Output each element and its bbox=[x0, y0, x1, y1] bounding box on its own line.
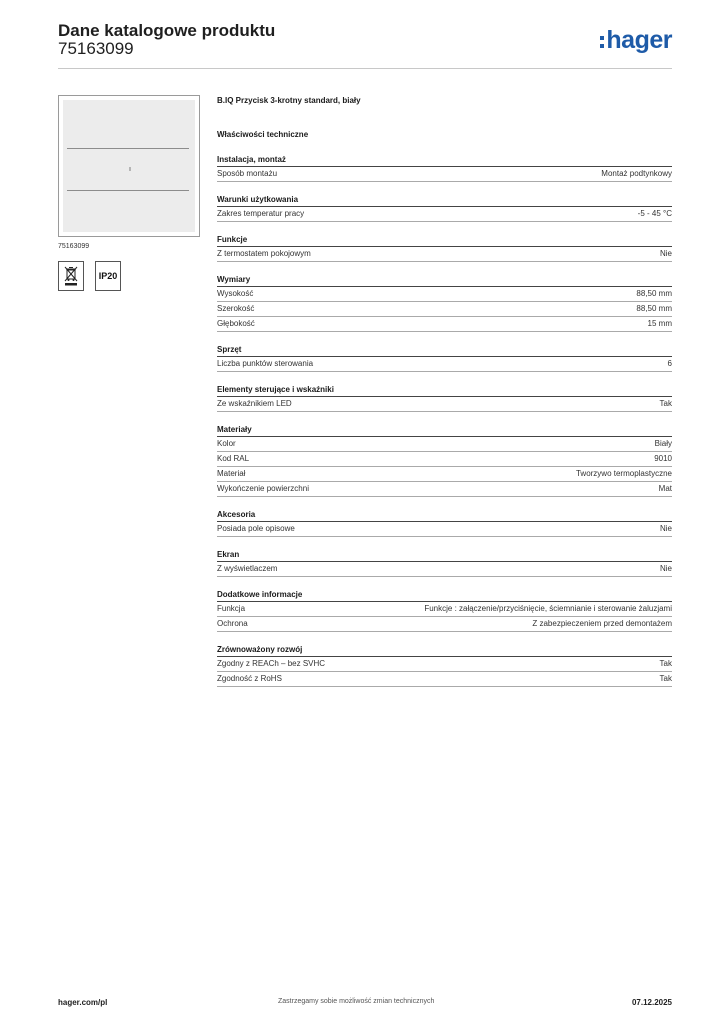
spec-group-title: Materiały bbox=[217, 424, 672, 437]
spec-value: 9010 bbox=[654, 454, 672, 463]
spec-group bbox=[217, 234, 672, 262]
spec-group bbox=[217, 274, 672, 332]
spec-label: Sposób montażu bbox=[217, 169, 278, 178]
ip-rating-badge bbox=[95, 261, 121, 291]
spec-group-title: Akcesoria bbox=[217, 509, 672, 522]
spec-label: Ochrona bbox=[217, 619, 248, 628]
spec-group-title: Warunki użytkowania bbox=[217, 194, 672, 207]
spec-value: -5 - 45 °C bbox=[637, 209, 672, 218]
spec-row bbox=[217, 672, 672, 687]
spec-value: Tworzywo termoplastyczne bbox=[575, 469, 672, 478]
rocker-divider bbox=[67, 148, 189, 149]
spec-label: Z termostatem pokojowym bbox=[217, 249, 311, 258]
spec-group bbox=[217, 154, 672, 182]
spec-value: Nie bbox=[659, 524, 672, 533]
spec-row bbox=[217, 562, 672, 577]
spec-label: Zgodny z REACh – bez SVHC bbox=[217, 659, 326, 668]
spec-row bbox=[217, 657, 672, 672]
spec-content bbox=[217, 96, 672, 687]
spec-row bbox=[217, 247, 672, 262]
product-name: B.IQ Przycisk 3-krotny standard, biały bbox=[217, 96, 361, 105]
header-divider bbox=[58, 68, 672, 69]
spec-value: Tak bbox=[659, 399, 672, 408]
spec-value: Tak bbox=[659, 659, 672, 668]
spec-group bbox=[217, 384, 672, 412]
spec-group bbox=[217, 344, 672, 372]
spec-row bbox=[217, 357, 672, 372]
spec-group bbox=[217, 589, 672, 632]
page-title: Dane katalogowe produktu bbox=[58, 21, 276, 40]
spec-value: 88,50 mm bbox=[636, 304, 672, 313]
spec-row bbox=[217, 452, 672, 467]
spec-label: Liczba punktów sterowania bbox=[217, 359, 314, 368]
spec-group bbox=[217, 644, 672, 687]
spec-group-title: Zrównoważony rozwój bbox=[217, 644, 672, 657]
spec-label: Materiał bbox=[217, 469, 246, 478]
spec-label: Kolor bbox=[217, 439, 236, 448]
spec-group-title: Elementy sterujące i wskaźniki bbox=[217, 384, 672, 397]
spec-value: Funkcje : załączenie/przyciśnięcie, ściemnianie i sterowanie żaluzjami bbox=[424, 604, 672, 613]
spec-group bbox=[217, 549, 672, 577]
spec-label: Z wyświetlaczem bbox=[217, 564, 278, 573]
spec-row bbox=[217, 482, 672, 497]
switch-front-plate bbox=[63, 100, 195, 232]
spec-label: Zakres temperatur pracy bbox=[217, 209, 305, 218]
spec-row bbox=[217, 207, 672, 222]
spec-value: Tak bbox=[659, 674, 672, 683]
spec-value: Z zabezpieczeniem przed demontażem bbox=[532, 619, 672, 628]
spec-group-title: Funkcje bbox=[217, 234, 672, 247]
footer-website[interactable]: hager.com/pl bbox=[58, 998, 108, 1007]
spec-label: Szerokość bbox=[217, 304, 255, 313]
spec-value: 6 bbox=[667, 359, 672, 368]
spec-label: Posiada pole opisowe bbox=[217, 524, 295, 533]
properties-title: Właściwości techniczne bbox=[217, 130, 309, 139]
spec-row bbox=[217, 617, 672, 632]
spec-row bbox=[217, 437, 672, 452]
spec-label: Wysokość bbox=[217, 289, 254, 298]
spec-row bbox=[217, 522, 672, 537]
spec-row bbox=[217, 397, 672, 412]
spec-row bbox=[217, 287, 672, 302]
spec-value: Nie bbox=[659, 564, 672, 573]
logo-text: hager bbox=[606, 26, 672, 54]
spec-label: Funkcja bbox=[217, 604, 246, 613]
logo-colon-mark bbox=[600, 36, 604, 48]
spec-label: Ze wskaźnikiem LED bbox=[217, 399, 292, 408]
spec-group-title: Dodatkowe informacje bbox=[217, 589, 672, 602]
spec-group-title: Instalacja, montaż bbox=[217, 154, 672, 167]
spec-group-title: Wymiary bbox=[217, 274, 672, 287]
spec-value: 88,50 mm bbox=[636, 289, 672, 298]
spec-groups bbox=[217, 154, 672, 687]
spec-row bbox=[217, 167, 672, 182]
spec-row bbox=[217, 302, 672, 317]
spec-value: Montaż podtynkowy bbox=[601, 169, 672, 178]
spec-row bbox=[217, 602, 672, 617]
spec-label: Wykończenie powierzchni bbox=[217, 484, 309, 493]
spec-row bbox=[217, 467, 672, 482]
spec-group bbox=[217, 194, 672, 222]
product-image bbox=[58, 95, 200, 237]
weee-bin-icon bbox=[58, 261, 84, 291]
spec-value: 15 mm bbox=[647, 319, 672, 328]
image-caption: 75163099 bbox=[58, 243, 90, 250]
led-indicator bbox=[129, 167, 131, 171]
hager-logo bbox=[600, 28, 672, 53]
spec-group-title: Ekran bbox=[217, 549, 672, 562]
ip-rating-label: IP20 bbox=[98, 271, 118, 281]
spec-value: Nie bbox=[659, 249, 672, 258]
spec-value: Mat bbox=[658, 484, 672, 493]
footer-disclaimer: Zastrzegamy sobie możliwość zmian technicznych bbox=[278, 998, 435, 1005]
spec-group-title: Sprzęt bbox=[217, 344, 672, 357]
product-number: 75163099 bbox=[58, 39, 134, 58]
spec-group bbox=[217, 509, 672, 537]
spec-row bbox=[217, 317, 672, 332]
spec-group bbox=[217, 424, 672, 497]
spec-label: Zgodność z RoHS bbox=[217, 674, 282, 683]
spec-value: Biały bbox=[654, 439, 672, 448]
footer-date: 07.12.2025 bbox=[631, 998, 672, 1007]
rocker-divider bbox=[67, 190, 189, 191]
spec-label: Kod RAL bbox=[217, 454, 250, 463]
spec-label: Głębokość bbox=[217, 319, 255, 328]
